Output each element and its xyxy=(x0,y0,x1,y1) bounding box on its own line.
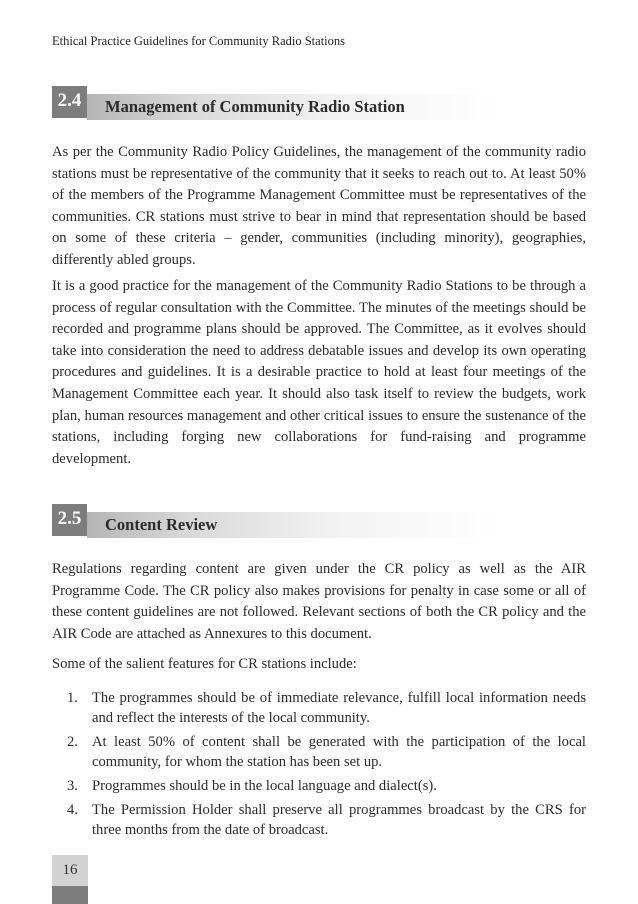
list-item xyxy=(52,732,586,772)
page-number-tab xyxy=(52,886,88,904)
list-marker: 2. xyxy=(67,734,78,750)
list-item-text: Programmes should be in the local language and dialect(s). xyxy=(92,778,437,794)
paragraph: It is a good practice for the management of the Community Radio Stations to be through a process of regular consultation with the Committee. The minutes of the meetings should be recorded and programme plans should be approved. The Committee, as it evolves should take into consideration the need to address debatable issues and develop its own operating procedures and guidelines. It is a desirable practice to hold at least four meetings of the Management Committee each year. It should also task itself to review the budgets, work plan, human resources management and other critical issues to ensure the sustenance of the stations, including forging new collaborations for fund-raising and programme development. xyxy=(52,278,586,467)
salient-features-list xyxy=(52,688,586,844)
section-heading-2-5 xyxy=(52,504,502,540)
section-number: 2.4 xyxy=(52,86,87,118)
running-header: Ethical Practice Guidelines for Community Radio Stations xyxy=(52,34,346,48)
section-title: Content Review xyxy=(105,515,218,534)
paragraph: Some of the salient features for CR stations include: xyxy=(52,656,357,672)
page-number: 16 xyxy=(52,855,88,886)
list-item xyxy=(52,688,586,728)
section-number: 2.5 xyxy=(52,504,87,536)
list-marker: 4. xyxy=(67,802,78,818)
list-item xyxy=(52,776,586,796)
section-heading-2-4 xyxy=(52,86,502,122)
list-item-text: The programmes should be of immediate relevance, fulfill local information needs and reflect the interests of the local community. xyxy=(92,690,586,726)
list-marker: 3. xyxy=(67,778,78,794)
list-item-text: At least 50% of content shall be generated with the participation of the local community, for whom the station has been set up. xyxy=(92,734,586,770)
paragraph: As per the Community Radio Policy Guidelines, the management of the community radio stations must be representative of the community that it seeks to reach out to. At least 50% of the members of the Programme Management Committee must be representatives of the communities. CR stations must strive to bear in mind that representation should be based on some of these criteria – gender, communities (including minority), geographies, differently abled groups. xyxy=(52,144,586,268)
list-item xyxy=(52,800,586,840)
paragraph: Regulations regarding content are given under the CR policy as well as the AIR Programme Code. The CR policy also makes provisions for penalty in case some or all of these content guidelines are not followed. Relevant sections of both the CR policy and the AIR Code are attached as Annexures to this document. xyxy=(52,561,586,642)
section-title: Management of Community Radio Station xyxy=(105,97,405,116)
list-item-text: The Permission Holder shall preserve all programmes broadcast by the CRS for three months from the date of broadcast. xyxy=(92,802,586,838)
list-marker: 1. xyxy=(67,690,78,706)
